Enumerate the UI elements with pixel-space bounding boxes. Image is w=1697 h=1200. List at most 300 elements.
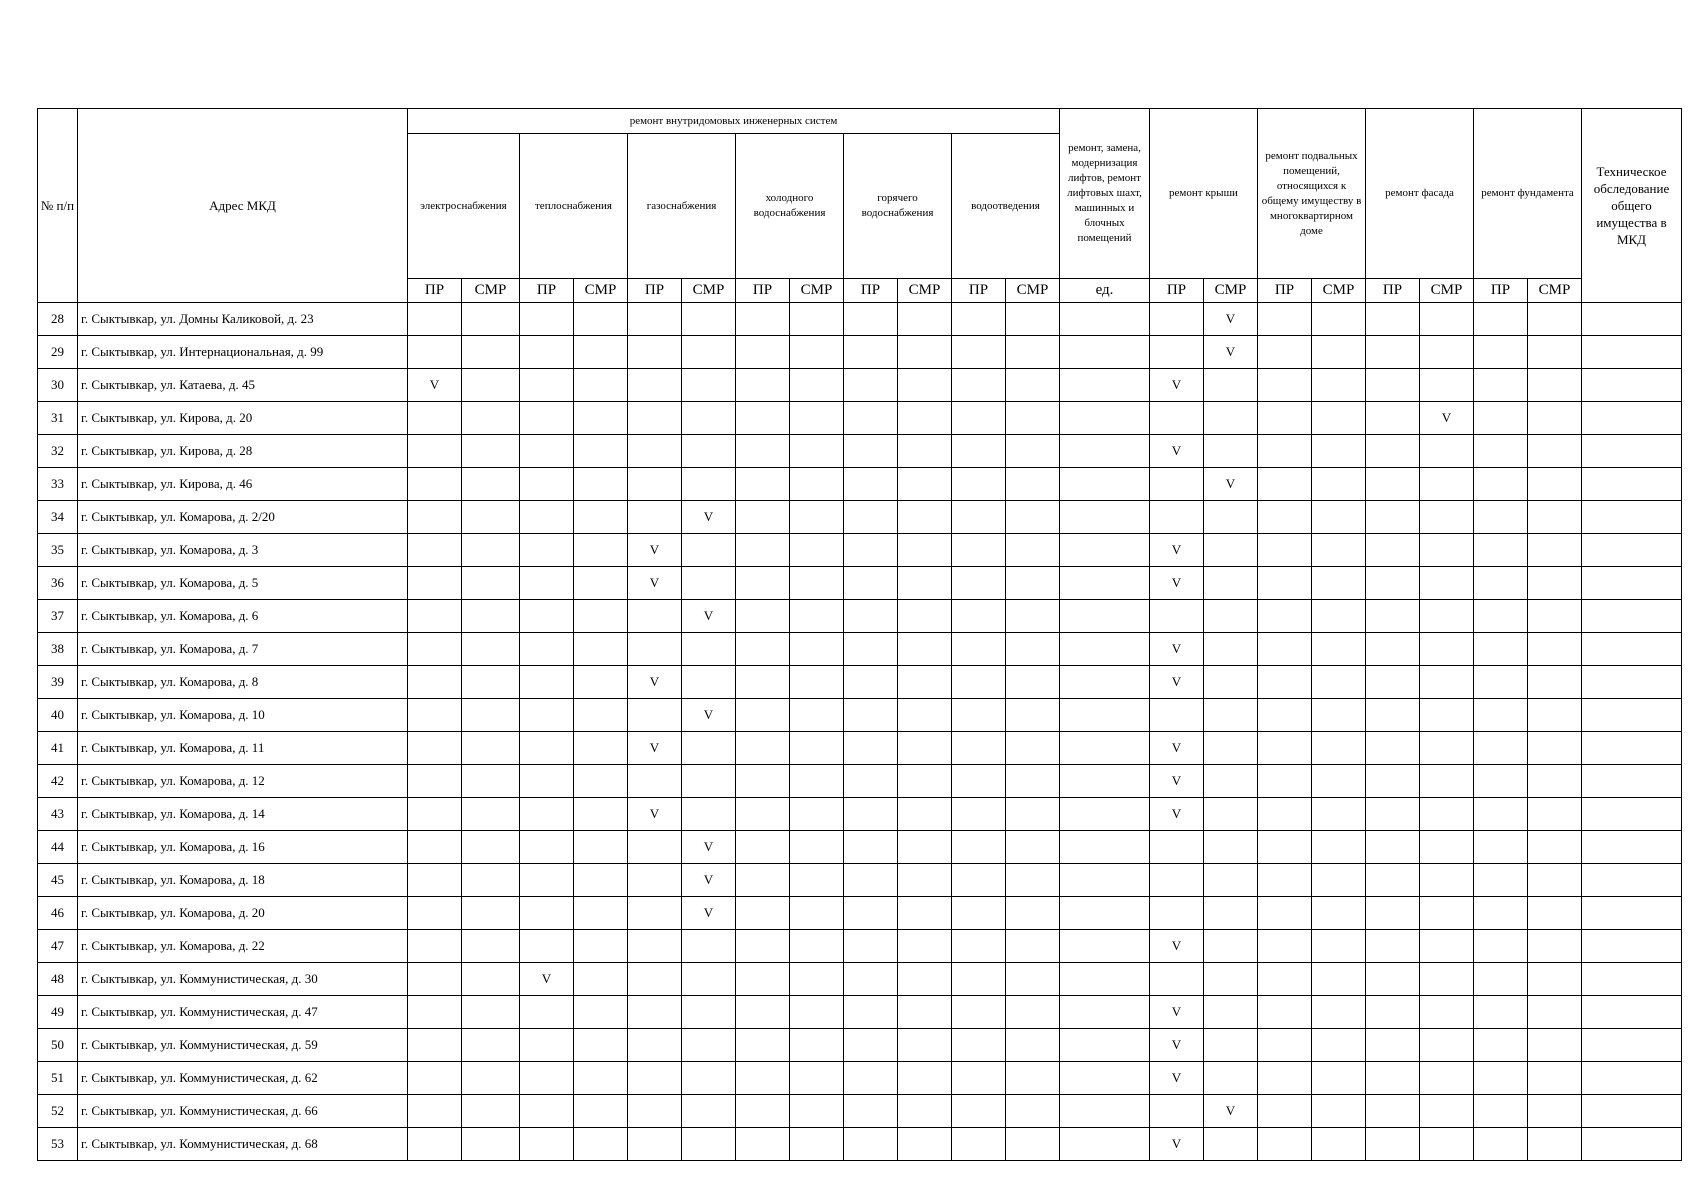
empty-cell [790,699,844,732]
empty-cell [574,1128,628,1161]
empty-cell [1204,864,1258,897]
table-row [38,1128,1682,1161]
row-number: 28 [38,303,78,336]
empty-cell [682,765,736,798]
empty-cell [1474,600,1528,633]
empty-cell [1060,732,1150,765]
empty-cell [1474,1029,1528,1062]
inspection-cell [1582,435,1682,468]
check-mark: V [682,699,736,732]
empty-cell [1006,600,1060,633]
inspection-cell [1582,666,1682,699]
empty-cell [736,1128,790,1161]
empty-cell [628,699,682,732]
empty-cell [1366,732,1420,765]
inspection-cell [1582,567,1682,600]
empty-cell [628,402,682,435]
empty-cell [1204,402,1258,435]
inspection-cell [1582,534,1682,567]
header-pr: ПР [1150,279,1204,303]
empty-cell [1006,303,1060,336]
empty-cell [682,633,736,666]
header-smr: СМР [574,279,628,303]
empty-cell [952,666,1006,699]
empty-cell [1006,732,1060,765]
empty-cell [844,303,898,336]
empty-cell [1312,732,1366,765]
empty-cell [1258,1095,1312,1128]
inspection-cell [1582,897,1682,930]
empty-cell [1258,600,1312,633]
empty-cell [1420,534,1474,567]
row-number: 41 [38,732,78,765]
empty-cell [462,435,520,468]
empty-cell [574,600,628,633]
empty-cell [844,534,898,567]
check-mark: V [1150,732,1204,765]
empty-cell [574,732,628,765]
empty-cell [1150,864,1204,897]
empty-cell [1474,963,1528,996]
empty-cell [462,666,520,699]
empty-cell [628,864,682,897]
empty-cell [1528,534,1582,567]
empty-cell [790,600,844,633]
row-number: 46 [38,897,78,930]
empty-cell [462,732,520,765]
empty-cell [952,699,1006,732]
empty-cell [1528,666,1582,699]
empty-cell [628,336,682,369]
check-mark: V [682,600,736,633]
empty-cell [736,864,790,897]
empty-cell [520,567,574,600]
check-mark: V [1150,798,1204,831]
empty-cell [408,1029,462,1062]
empty-cell [682,567,736,600]
empty-cell [462,303,520,336]
empty-cell [1420,1095,1474,1128]
empty-cell [1060,765,1150,798]
row-number: 35 [38,534,78,567]
empty-cell [736,996,790,1029]
empty-cell [844,633,898,666]
empty-cell [844,1029,898,1062]
empty-cell [952,402,1006,435]
empty-cell [1312,600,1366,633]
empty-cell [1420,798,1474,831]
check-mark: V [628,666,682,699]
empty-cell [1006,633,1060,666]
empty-cell [628,963,682,996]
empty-cell [1366,996,1420,1029]
empty-cell [898,435,952,468]
row-number: 48 [38,963,78,996]
empty-cell [1204,600,1258,633]
empty-cell [682,666,736,699]
inspection-cell [1582,402,1682,435]
table-row [38,666,1682,699]
empty-cell [408,798,462,831]
table-row [38,765,1682,798]
header-smr: СМР [1420,279,1474,303]
empty-cell [462,699,520,732]
empty-cell [790,435,844,468]
empty-cell [952,600,1006,633]
table-row [38,1029,1682,1062]
empty-cell [1528,765,1582,798]
row-address: г. Сыктывкар, ул. Комарова, д. 5 [78,567,408,600]
header-smr: СМР [1204,279,1258,303]
empty-cell [1420,831,1474,864]
table-row [38,831,1682,864]
empty-cell [1420,996,1474,1029]
empty-cell [462,963,520,996]
check-mark: V [1150,633,1204,666]
row-address: г. Сыктывкар, ул. Кирова, д. 46 [78,468,408,501]
empty-cell [408,534,462,567]
empty-cell [682,402,736,435]
empty-cell [408,633,462,666]
empty-cell [1528,1029,1582,1062]
empty-cell [844,435,898,468]
empty-cell [1006,501,1060,534]
row-number: 47 [38,930,78,963]
header-heat: теплоснабжения [520,134,628,279]
empty-cell [462,501,520,534]
empty-cell [1060,666,1150,699]
empty-cell [1528,930,1582,963]
row-number: 39 [38,666,78,699]
empty-cell [1312,1128,1366,1161]
empty-cell [736,1062,790,1095]
empty-cell [682,1062,736,1095]
inspection-cell [1582,369,1682,402]
row-address: г. Сыктывкар, ул. Коммунистическая, д. 68 [78,1128,408,1161]
inspection-cell [1582,1128,1682,1161]
header-unit: ед. [1060,279,1150,303]
empty-cell [1258,402,1312,435]
empty-cell [1312,1029,1366,1062]
inspection-cell [1582,468,1682,501]
empty-cell [1060,798,1150,831]
empty-cell [462,996,520,1029]
empty-cell [520,435,574,468]
header-pr: ПР [520,279,574,303]
empty-cell [790,864,844,897]
empty-cell [736,468,790,501]
empty-cell [1204,1128,1258,1161]
header-electro: электроснабжения [408,134,520,279]
empty-cell [1312,996,1366,1029]
empty-cell [520,501,574,534]
empty-cell [1006,1062,1060,1095]
empty-cell [462,369,520,402]
inspection-cell [1582,501,1682,534]
table-row [38,930,1682,963]
empty-cell [1528,996,1582,1029]
header-pr: ПР [736,279,790,303]
empty-cell [1204,435,1258,468]
empty-cell [408,336,462,369]
row-address: г. Сыктывкар, ул. Кирова, д. 28 [78,435,408,468]
empty-cell [1474,996,1528,1029]
empty-cell [790,303,844,336]
empty-cell [574,1029,628,1062]
empty-cell [1474,303,1528,336]
empty-cell [1474,1095,1528,1128]
empty-cell [1060,501,1150,534]
empty-cell [1060,1029,1150,1062]
empty-cell [952,336,1006,369]
header-pr: ПР [1474,279,1528,303]
empty-cell [1420,600,1474,633]
empty-cell [574,798,628,831]
table-row [38,303,1682,336]
empty-cell [1006,567,1060,600]
empty-cell [790,468,844,501]
empty-cell [1006,963,1060,996]
check-mark: V [1150,1128,1204,1161]
empty-cell [408,765,462,798]
table-row [38,798,1682,831]
empty-cell [790,897,844,930]
empty-cell [1474,369,1528,402]
header-pr: ПР [1366,279,1420,303]
empty-cell [462,1095,520,1128]
empty-cell [1060,930,1150,963]
empty-cell [462,1029,520,1062]
empty-cell [898,468,952,501]
header-engineering-systems: ремонт внутридомовых инженерных систем [408,109,1060,134]
empty-cell [898,963,952,996]
empty-cell [1366,468,1420,501]
empty-cell [574,765,628,798]
row-number: 49 [38,996,78,1029]
empty-cell [574,369,628,402]
empty-cell [952,864,1006,897]
empty-cell [736,600,790,633]
empty-cell [1420,303,1474,336]
empty-cell [1312,765,1366,798]
header-smr: СМР [682,279,736,303]
table-header [38,109,1682,303]
table-row [38,897,1682,930]
empty-cell [898,501,952,534]
empty-cell [790,831,844,864]
empty-cell [1474,666,1528,699]
empty-cell [1150,1095,1204,1128]
empty-cell [1150,963,1204,996]
empty-cell [1258,699,1312,732]
inspection-cell [1582,732,1682,765]
empty-cell [574,336,628,369]
empty-cell [574,1062,628,1095]
empty-cell [1366,666,1420,699]
empty-cell [574,699,628,732]
inspection-cell [1582,1029,1682,1062]
empty-cell [682,369,736,402]
empty-cell [628,1029,682,1062]
empty-cell [1420,633,1474,666]
empty-cell [1312,336,1366,369]
empty-cell [1420,897,1474,930]
empty-cell [1528,336,1582,369]
empty-cell [1312,468,1366,501]
empty-cell [952,1128,1006,1161]
empty-cell [952,633,1006,666]
empty-cell [790,336,844,369]
empty-cell [1150,402,1204,435]
empty-cell [408,1062,462,1095]
empty-cell [1060,534,1150,567]
empty-cell [844,930,898,963]
empty-cell [898,666,952,699]
empty-cell [898,336,952,369]
empty-cell [1312,303,1366,336]
empty-cell [574,303,628,336]
empty-cell [1060,1095,1150,1128]
table-row [38,435,1682,468]
empty-cell [844,1095,898,1128]
empty-cell [462,930,520,963]
empty-cell [736,732,790,765]
empty-cell [1474,798,1528,831]
empty-cell [574,534,628,567]
table-row [38,468,1682,501]
empty-cell [952,765,1006,798]
empty-cell [1006,534,1060,567]
empty-cell [1258,1062,1312,1095]
empty-cell [1312,930,1366,963]
empty-cell [1420,369,1474,402]
empty-cell [1060,402,1150,435]
empty-cell [628,897,682,930]
empty-cell [898,864,952,897]
table-row [38,732,1682,765]
row-address: г. Сыктывкар, ул. Интернациональная, д. 99 [78,336,408,369]
empty-cell [1204,369,1258,402]
empty-cell [520,699,574,732]
empty-cell [1204,633,1258,666]
inspection-cell [1582,1062,1682,1095]
empty-cell [898,996,952,1029]
table-row [38,600,1682,633]
empty-cell [898,534,952,567]
empty-cell [1366,435,1420,468]
empty-cell [790,732,844,765]
empty-cell [1528,369,1582,402]
empty-cell [1420,1062,1474,1095]
empty-cell [1060,567,1150,600]
empty-cell [790,996,844,1029]
empty-cell [1474,699,1528,732]
empty-cell [898,1029,952,1062]
empty-cell [628,600,682,633]
empty-cell [790,963,844,996]
empty-cell [844,666,898,699]
empty-cell [790,501,844,534]
empty-cell [408,435,462,468]
empty-cell [1474,1062,1528,1095]
empty-cell [736,303,790,336]
empty-cell [1528,897,1582,930]
empty-cell [574,930,628,963]
empty-cell [1528,435,1582,468]
empty-cell [408,666,462,699]
row-address: г. Сыктывкар, ул. Коммунистическая, д. 30 [78,963,408,996]
empty-cell [574,435,628,468]
empty-cell [1312,567,1366,600]
empty-cell [408,567,462,600]
empty-cell [574,567,628,600]
empty-cell [736,435,790,468]
empty-cell [1366,633,1420,666]
row-number: 45 [38,864,78,897]
inspection-cell [1582,633,1682,666]
empty-cell [952,1062,1006,1095]
empty-cell [1420,468,1474,501]
empty-cell [952,369,1006,402]
empty-cell [1312,864,1366,897]
empty-cell [408,897,462,930]
empty-cell [1366,831,1420,864]
table-row [38,534,1682,567]
empty-cell [520,600,574,633]
empty-cell [1258,633,1312,666]
empty-cell [1366,600,1420,633]
empty-cell [574,963,628,996]
empty-cell [844,567,898,600]
row-number: 43 [38,798,78,831]
empty-cell [952,930,1006,963]
empty-cell [1528,963,1582,996]
empty-cell [736,897,790,930]
row-address: г. Сыктывкар, ул. Комарова, д. 20 [78,897,408,930]
empty-cell [520,633,574,666]
table-row [38,963,1682,996]
empty-cell [462,567,520,600]
empty-cell [520,930,574,963]
empty-cell [952,963,1006,996]
inspection-cell [1582,963,1682,996]
empty-cell [1150,600,1204,633]
header-pr: ПР [952,279,1006,303]
empty-cell [1474,831,1528,864]
empty-cell [898,633,952,666]
empty-cell [736,567,790,600]
empty-cell [408,864,462,897]
empty-cell [1366,765,1420,798]
empty-cell [1258,864,1312,897]
empty-cell [1204,897,1258,930]
empty-cell [1528,567,1582,600]
empty-cell [952,732,1006,765]
empty-cell [1060,468,1150,501]
empty-cell [844,798,898,831]
empty-cell [1312,1095,1366,1128]
empty-cell [408,402,462,435]
empty-cell [628,468,682,501]
empty-cell [1528,501,1582,534]
empty-cell [1060,831,1150,864]
empty-cell [520,468,574,501]
empty-cell [462,1062,520,1095]
empty-cell [790,765,844,798]
empty-cell [1366,1095,1420,1128]
empty-cell [1312,501,1366,534]
empty-cell [520,897,574,930]
